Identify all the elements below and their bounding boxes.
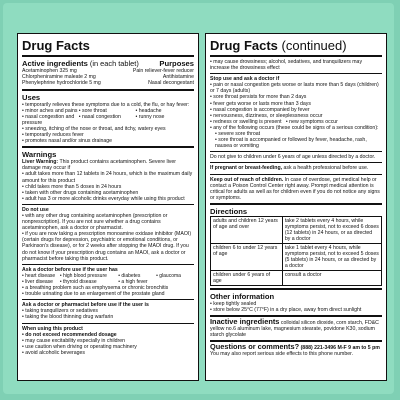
keep-out-of-reach: Keep out of reach of children. In case of overdose, get medical help or contact a Poison Control Center right away. Prompt medical attention is critical for adults as well as for children even if you do not notice any signs or symptoms. xyxy=(210,176,380,201)
table-row: children under 6 years of age consult a doctor xyxy=(211,270,382,285)
ingredient-row: Chlorpheniramine maleate 2 mg Antihistamine xyxy=(22,74,194,81)
stop-use-item: • sore throat persists for more than 2 days xyxy=(210,94,307,101)
uses-item: • promotes nasal and/or sinus drainage xyxy=(22,138,113,145)
uses-intro: • temporarily relieves these symptoms due to a cold, the flu, or hay fever: xyxy=(22,101,190,108)
divider xyxy=(210,55,382,57)
when-using-heading: When using this product xyxy=(22,325,83,332)
divider xyxy=(210,288,382,290)
pregnancy-warning: If pregnant or breast-feeding, ask a health professional before use. xyxy=(210,165,369,172)
ask-doctor-item: • trouble urinating due to an enlargement of the prostate gland xyxy=(22,291,165,298)
ask-doctor-conditions: • heart disease • high blood pressure • diabetes • glaucoma • liver disease • thyroid disease • a high fever xyxy=(22,272,181,285)
questions-note: You may also report serious side effects to this phone number. xyxy=(210,351,354,358)
drowsiness-warning: • may cause drowsiness; alcohol, sedatives, and tranquilizers may increase the drowsiness effect xyxy=(210,59,363,72)
ingredient-row: Phenylephrine hydrochloride 5 mg Nasal decongestant xyxy=(22,80,194,87)
divider xyxy=(22,146,194,148)
drug-facts-panel-left xyxy=(17,33,199,381)
stop-use-heading: Stop use and ask a doctor if xyxy=(210,76,280,83)
uses-heading: Uses xyxy=(22,92,41,102)
ask-doctor-heading: Ask a doctor before use if the user has xyxy=(22,266,118,273)
divider xyxy=(210,73,382,74)
directions-heading: Directions xyxy=(210,206,248,216)
directions-table xyxy=(210,216,382,286)
ingredient-row: Acetaminophen 325 mg Pain reliever-fever reducer xyxy=(22,68,194,74)
other-info-heading: Other information xyxy=(210,291,275,301)
liver-item: • taken with other drugs containing acetaminophen xyxy=(22,189,139,196)
active-subheading: (in each tablet) xyxy=(89,59,139,68)
warnings-heading: Warnings xyxy=(22,150,57,160)
stop-use-subitem: • severe sore throat xyxy=(215,131,261,138)
ask-doctor-item: • a breathing problem such as emphysema or chronic bronchitis xyxy=(22,285,169,292)
liver-warning: Liver Warning: This product contains acetaminophen. Severe liver damage may occur if xyxy=(22,159,176,172)
active-heading: Active ingredients xyxy=(22,59,88,68)
panel-title: Drug Facts (continued) xyxy=(210,38,347,53)
ask-pharmacist-item: • taking the blood thinning drug warfarin xyxy=(22,314,114,321)
stop-use-item: • nervousness, dizziness, or sleeplessness occur xyxy=(210,112,323,119)
inactive-ingredients: Inactive ingredients colloidal silicon dioxide, corn starch, FD&C yellow no.6 aluminum lake, magnesium stearate, povidone K30, sodium starch glycolate xyxy=(210,317,379,339)
divider xyxy=(22,323,194,324)
stop-use-item: • redness or swelling is present • new symptoms occur xyxy=(210,118,338,125)
stop-use-subitem: • sore throat is accompanied or followed by fever, headache, rash, nausea or vomiting xyxy=(215,137,367,150)
do-not-use-item: • with any other drug containing acetaminophen (prescription or nonprescription). If you are not sure whether a drug contains acetaminophen, ask a doctor or pharmacist. xyxy=(22,213,168,232)
do-not-use-item: • if you are now taking a prescription monoamine oxidase inhibitor (MAOI) (certain drugs for depression, psychiatric or emotional conditions, or Parkinson's disease), or for 2 weeks after stopping the MAOI drug. If you do not know if your prescription drug contains an MAOI, ask a doctor or pharmacist before taking this product. xyxy=(22,231,192,262)
uses-item: • temporarily reduces fever xyxy=(22,132,84,139)
divider xyxy=(210,174,382,175)
other-info-item: • store below 25°C (77°F) in a dry place, away from direct sunlight xyxy=(210,306,362,313)
divider xyxy=(22,204,194,205)
drug-facts-panel-right xyxy=(205,33,387,381)
when-using-item: • may cause excitability especially in children xyxy=(22,337,126,344)
ask-pharmacist-item: • taking tranquilizers or sedatives xyxy=(22,308,98,315)
divider xyxy=(22,299,194,300)
table-row: adults and children 12 years of age and over take 2 tablets every 4 hours, while symptoms persist, not to exceed 6 doses (12 tablets) in 24 hours, or as directed by a doctor xyxy=(211,216,382,243)
children-note: Do not give to children under 6 years of age unless directed by a doctor. xyxy=(210,154,376,161)
when-using-item: • use caution when driving or operating machinery xyxy=(22,343,137,350)
table-row: children 6 to under 12 years of age take 1 tablet every 4 hours, while symptoms persist, not to exceed 5 doses (5 tablets) in 24 hours, or as directed by a doctor xyxy=(211,243,382,270)
ask-pharmacist-heading: Ask a doctor or pharmacist before use if the user is xyxy=(22,302,149,309)
divider xyxy=(22,264,194,265)
liver-item: • child takes more than 5 doses in 24 hours xyxy=(22,183,122,190)
divider xyxy=(22,89,194,91)
other-info-item: • keep tightly sealed xyxy=(210,300,257,307)
when-using-item: • do not exceed recommended dosage xyxy=(22,331,117,338)
divider xyxy=(22,55,194,57)
stop-use-item: • nasal congestion is accompanied by fever xyxy=(210,106,310,113)
stop-use-item: • fever gets worse or lasts more than 3 days xyxy=(210,100,311,107)
uses-item: • sneezing, itching of the nose or throat, and itchy, watery eyes xyxy=(22,125,166,132)
divider xyxy=(210,162,382,163)
active-ingredients-header xyxy=(22,59,194,68)
stop-use-item: • any of the following occurs (these could be signs of a serious condition): xyxy=(210,124,379,131)
divider xyxy=(210,203,382,205)
questions: Questions or comments? (888) 221-3496 M-F 9 am to 5 pm xyxy=(210,342,380,352)
purposes-heading: Purposes xyxy=(159,59,194,68)
divider xyxy=(210,151,382,152)
panel-title: Drug Facts xyxy=(22,38,90,53)
when-using-item: • avoid alcoholic beverages xyxy=(22,349,85,356)
liver-item: • adult has 3 or more alcoholic drinks everyday while using this product xyxy=(22,195,185,202)
do-not-use-heading: Do not use xyxy=(22,206,49,213)
uses-symptoms: • minor aches and pains • sore throat • headache • nasal congestion and pressure • nasal congestion • runny nose xyxy=(22,107,165,126)
stop-use-item: • pain or nasal congestion gets worse or lasts more than 5 days (children) or 7 days (adults) xyxy=(210,82,379,95)
liver-item: • adult takes more than 12 tablets in 24 hours, which is the maximum daily amount for this product xyxy=(22,171,193,184)
